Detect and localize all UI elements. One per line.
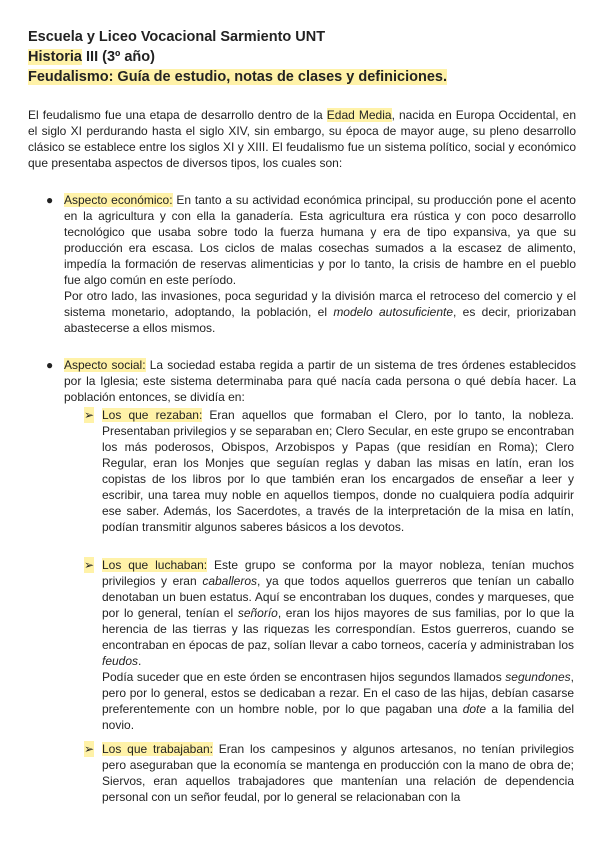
intro-text-2: , nacida en Europa Occidental, en el siglo XI perdurando hasta el siglo XIV, sin embargo, su época de mayor auge, su pleno desarrollo clásico se establece entre los siglos XI y XIII. El feudalismo fue un sistema político, social y económico que presentaba aspectos de diversos tipos, los cuales son: [28, 108, 576, 170]
feudos: feudos [102, 654, 139, 668]
guide-title-text: Feudalismo: Guía de estudio, notas de clases y definiciones. [28, 69, 447, 85]
economico-text-2a: Por otro lado, las invasiones, poca seguridad y la división marca el retroceso del comercio y el sistema monetario, adoptando, la población, el [64, 289, 576, 319]
luchaban-p2c: a la familia del novio. [102, 702, 574, 732]
bullet-aspecto-economico [28, 192, 576, 336]
guide-title [28, 68, 447, 86]
senorio: señorío [237, 606, 278, 620]
luchaban-t3: , eran los hijos mayores de sus familias, por lo que la herencia de las tierras y las riquezas les correspondían. Estos guerreros, cuando se encontraban en épocas de paz, solían llevar a cabo torneos, cacería y administraban los [102, 606, 575, 652]
luchaban-t2: , ya que todos aquellos guerreros que tenían un caballo denotaban un buen estatus. Aquí se encontraban los duques, condes y marqueses, que por lo general, tenían el [102, 574, 575, 620]
social-text [64, 357, 576, 405]
rezaban-text [102, 407, 574, 535]
intro-paragraph [28, 107, 576, 171]
subject-rest: III (3º año) [82, 49, 155, 65]
bullet-aspecto-social [28, 357, 576, 405]
subject-line [28, 48, 155, 66]
intro-text-1: El feudalismo fue una etapa de desarrollo dentro de la [28, 108, 327, 122]
dote: dote [462, 702, 487, 716]
bullet-icon: ● [46, 358, 54, 372]
luchaban-label: Los que luchaban: [102, 558, 208, 572]
economico-text-1: En tanto a su actividad económica principal, su producción pone el acento en la agricultura y con ella la ganadería. Esta agricultura era rústica y con poco desarrollo tecnológico que usaba sobre todo la fuerza humana y era de tipo expansiva, ya que su producción era escasa. Los ciclos de malas cosechas sumados a la escasez de alimento, impedía la formación de reservas alimenticias y por lo tanto, la crisis de hambre en el pueblo fue algo común en este período. [64, 193, 576, 287]
economico-text [64, 192, 576, 336]
caballeros: caballeros [202, 574, 258, 588]
subitem-los-que-luchaban [84, 557, 574, 733]
edad-media-highlight: Edad Media [326, 108, 392, 122]
luchaban-p2a: Podía suceder que en este órden se encontrasen hijos segundos llamados [102, 670, 506, 684]
arrow-icon: ➢ [84, 408, 95, 422]
subject-highlight: Historia [28, 49, 82, 65]
subitem-los-que-rezaban [84, 407, 574, 535]
segundones: segundones [505, 670, 571, 684]
arrow-icon: ➢ [84, 742, 95, 756]
rezaban-label: Los que rezaban: [102, 408, 203, 422]
social-text-body: La sociedad estaba regida a partir de un sistema de tres órdenes establecidos por la Iglesia; este sistema determinaba para qué nacía cada persona o qué debía hacer. La población entonces, se dividía en: [64, 358, 576, 404]
school-name: Escuela y Liceo Vocacional Sarmiento UNT [28, 29, 326, 45]
trabajaban-label: Los que trabajaban: [102, 742, 214, 756]
modelo-autosuficiente: modelo autosuficiente [333, 305, 454, 319]
luchaban-p2b: , pero por lo general, estos se dedicaban a rezar. En el caso de las hijas, debían casarse preferentemente con un hombre noble, por lo que pagaban una [102, 670, 574, 716]
economico-label: Aspecto económico: [64, 193, 173, 207]
arrow-icon: ➢ [84, 558, 95, 572]
luchaban-t1: Este grupo se conforma por la mayor nobleza, tenían muchos privilegios y eran [102, 558, 574, 588]
trabajaban-text [102, 741, 574, 805]
luchaban-text [102, 557, 574, 733]
economico-text-2b: , es decir, priorizaban abastecerse a ellos mismos. [64, 305, 576, 335]
rezaban-body: Eran aquellos que formaban el Clero, por lo tanto, la nobleza. Presentaban privilegios y se separaban en; Clero Secular, en este grupo se encontraban los más poderosos, Obispos, Arzobispos y Papas (que residían en Roma); Clero Regular, eran los Monjes que seguían reglas y daban las misas en latín, eran los copistas de los libros por lo que también eran los encargados de enseñar a leer y escribir, una tarea muy noble en aquellos tiempos, donde no cualquiera podía adquirir ese saber. Además, los Sacerdotes, a través de la interpretación de la misa en latín, podían transmitir algunos saberes básicos a los devotos. [102, 408, 574, 534]
luchaban-t4: . [138, 654, 142, 668]
subitem-los-que-trabajaban [84, 741, 574, 805]
bullet-icon: ● [46, 193, 54, 207]
trabajaban-body: Eran los campesinos y algunos artesanos, no tenían privilegios pero aseguraban que la economía se mantenga en producción con la mano de obra de; Siervos, eran aquellos trabajadores que mantenían una relación de dependencia personal con un señor feudal, por lo general se relacionaban con la [102, 742, 575, 804]
social-label: Aspecto social: [64, 358, 146, 372]
